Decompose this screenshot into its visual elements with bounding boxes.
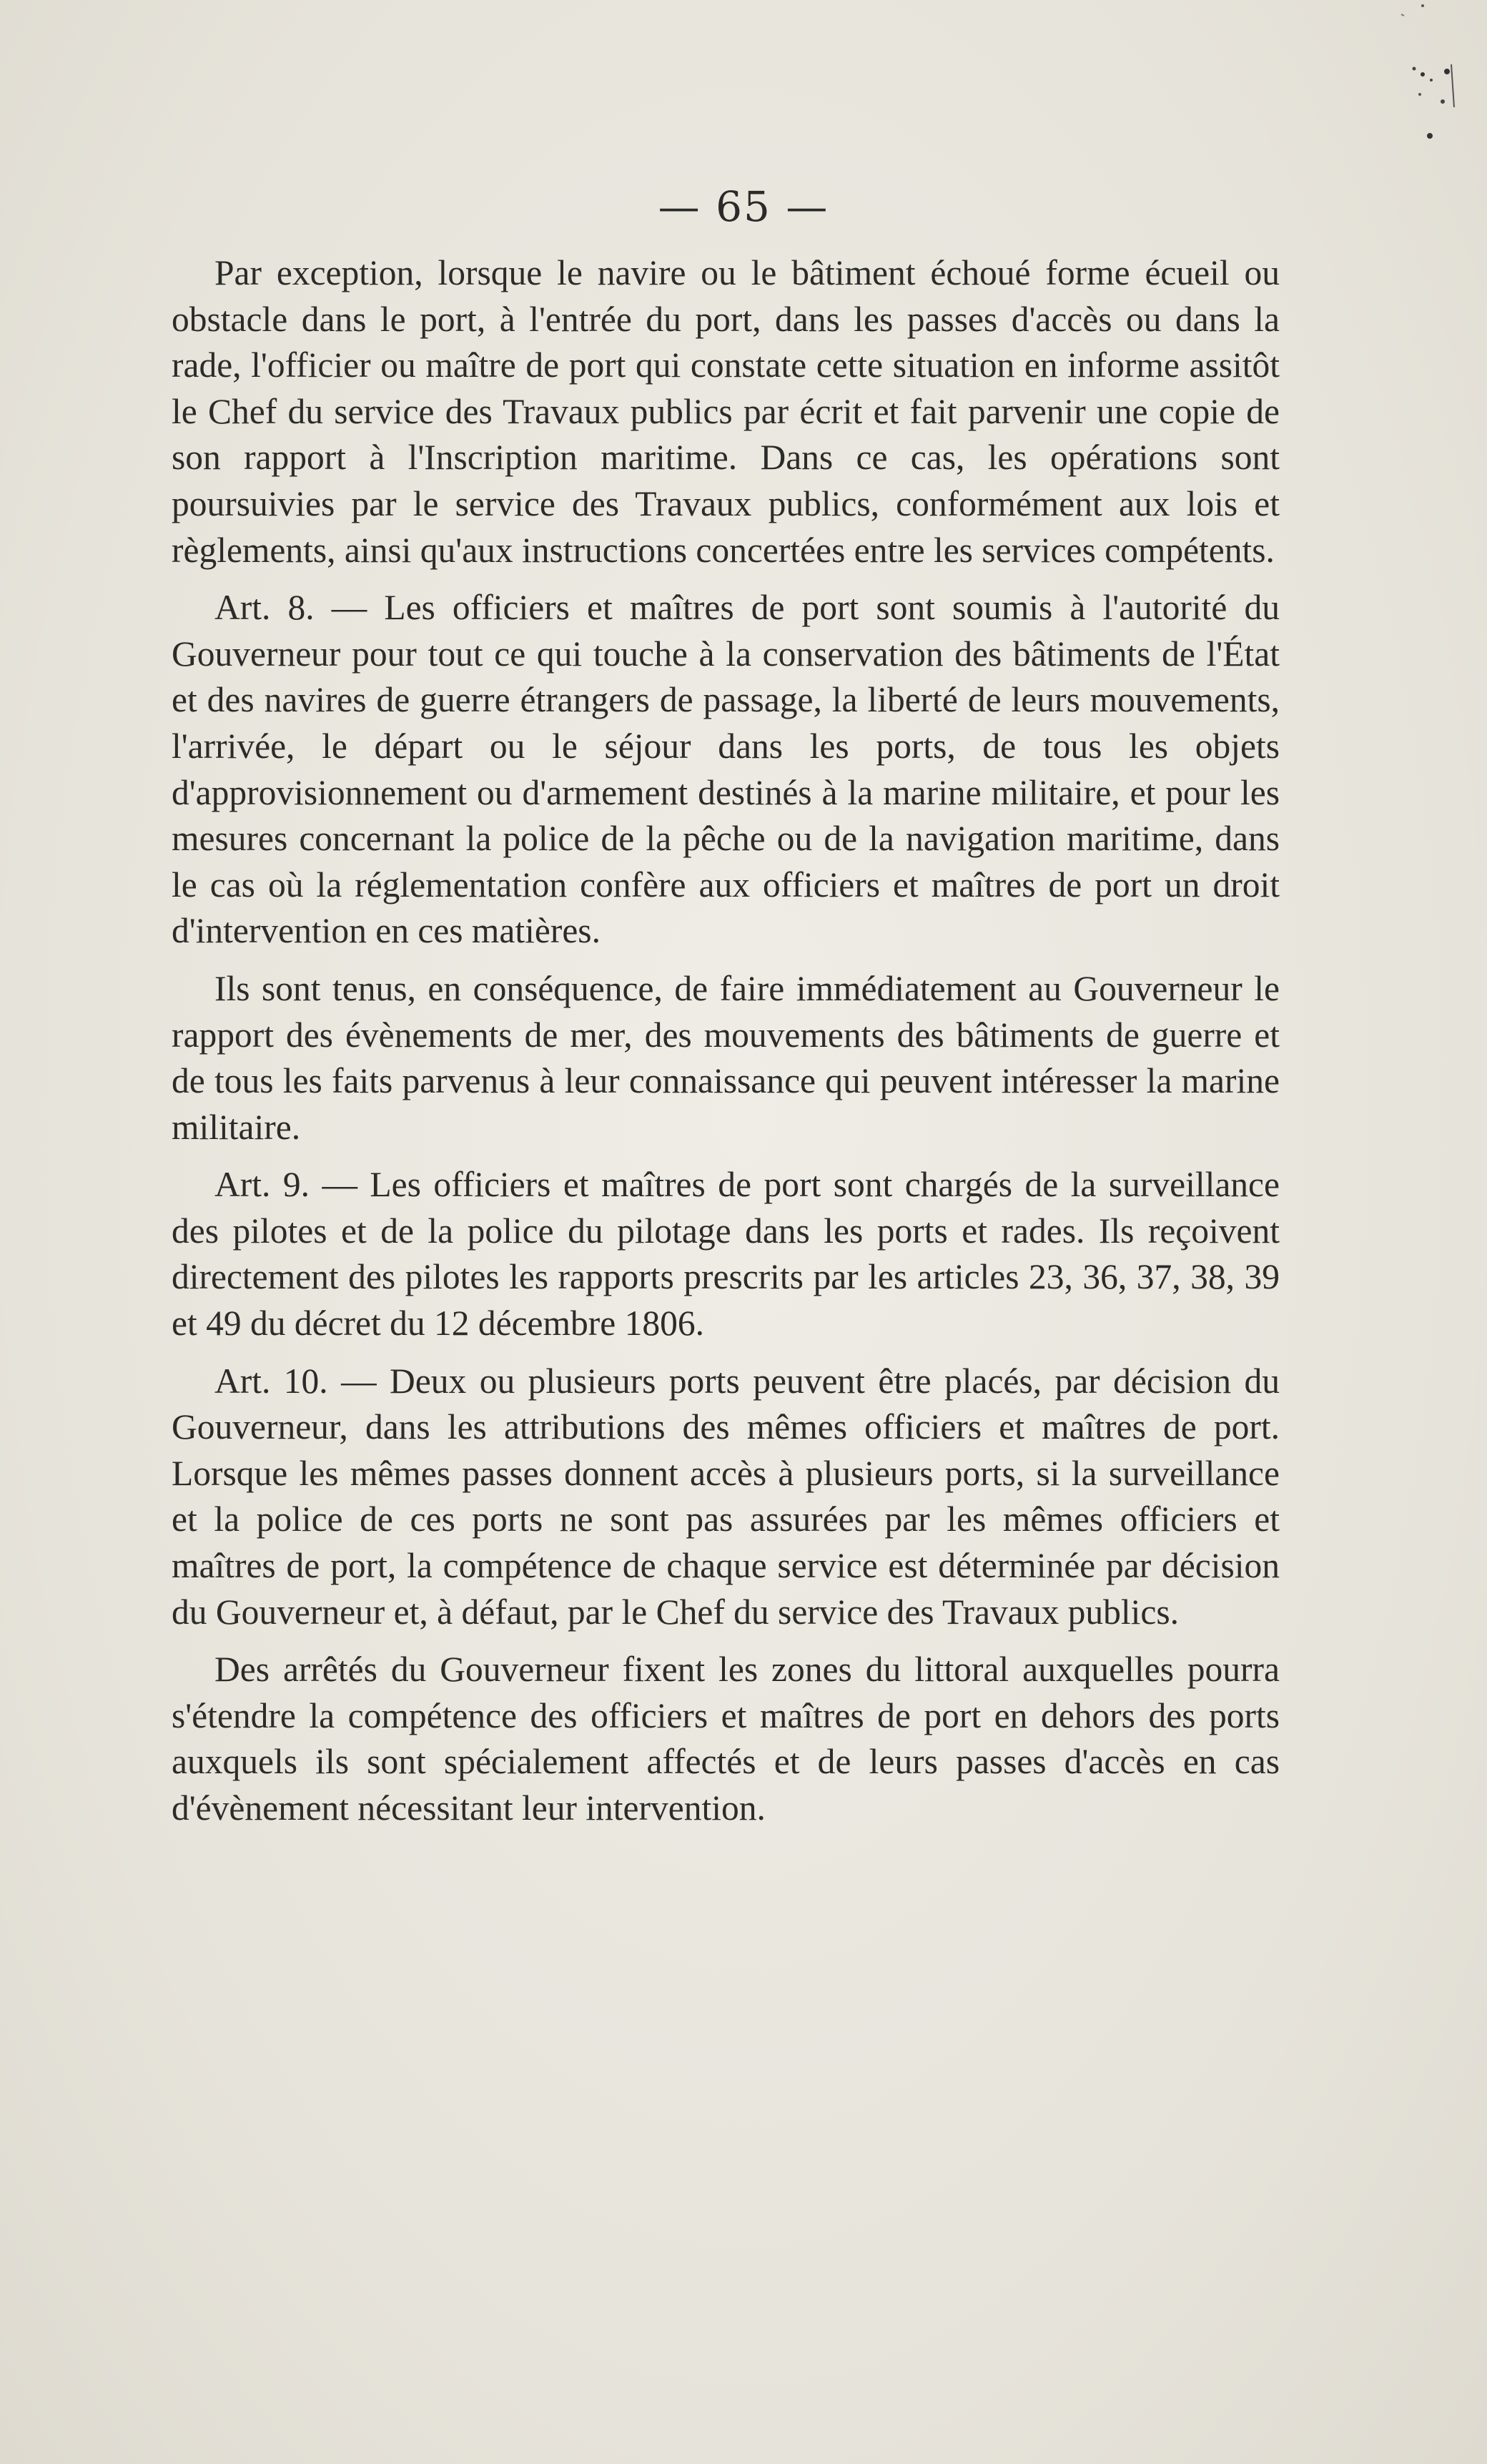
- paragraph-exception: Par exception, lorsque le navire ou le bâtiment échoué forme écueil ou obstacle dans le port, à l'entrée du port, dans les passes d'accès ou dans la rade, l'officier ou maître de port qui constate cette situation en informe assitôt le Chef du service des Travaux publics par écrit et fait parvenir une copie de son rapport à l'Inscription maritime. Dans ce cas, les opérations sont poursuivies par le service des Travaux publics, conformément aux lois et règlements, ainsi qu'aux instructions concertées entre les services compétents.: [172, 253, 1280, 570]
- page-number: — 65 —: [658, 182, 829, 231]
- paragraph-article-9: Art. 9. — Les officiers et maîtres de port sont chargés de la surveillance des pilotes et de la police du pilotage dans les ports et rades. Ils reçoivent directement des pilotes les rapports prescrits par les articles 23, 36, 37, 38, 39 et 49 du décret du 12 décembre 1806.: [172, 1165, 1280, 1344]
- paragraph-article-8: Art. 8. — Les officiers et maîtres de port sont soumis à l'autorité du Gouverneur pour tout ce qui touche à la conservation des bâtiments de l'État et des navires de guerre étrangers de passage, la liberté de leurs mouvements, l'arrivée, le départ ou le séjour dans les ports, de tous les objets d'approvisionnement ou d'armement destinés à la marine militaire, et pour les mesures concernant la police de la pêche ou de la navigation maritime, dans le cas où la réglementation confère aux officiers et maîtres de port un droit d'intervention en ces matières.: [172, 588, 1280, 951]
- paragraph-article-8-duties: Ils sont tenus, en conséquence, de faire immédiatement au Gouverneur le rapport des évènements de mer, des mouvements des bâtiments de guerre et de tous les faits parvenus à leur connaissance qui peuvent intéresser la marine militaire.: [172, 968, 1280, 1147]
- body-text: [172, 250, 1280, 1843]
- paragraph-coastal-zones: Des arrêtés du Gouverneur fixent les zones du littoral auxquelles pourra s'étendre la compétence des officiers et maîtres de port en dehors des ports auxquels ils sont spécialement affectés et de leurs passes d'accès en cas d'évènement nécessitant leur intervention.: [172, 1650, 1280, 1828]
- paragraph-article-10: Art. 10. — Deux ou plusieurs ports peuvent être placés, par décision du Gouverneur, dans les attributions des mêmes officiers et maîtres de port. Lorsque les mêmes passes donnent accès à plusieurs ports, si la surveillance et la police de ces ports ne sont pas assurées par les mêmes officiers et maîtres de port, la compétence de chaque service est déterminée par décision du Gouverneur et, à défaut, par le Chef du service des Travaux publics.: [172, 1361, 1280, 1632]
- paper-specks-decoration: [1380, 0, 1466, 150]
